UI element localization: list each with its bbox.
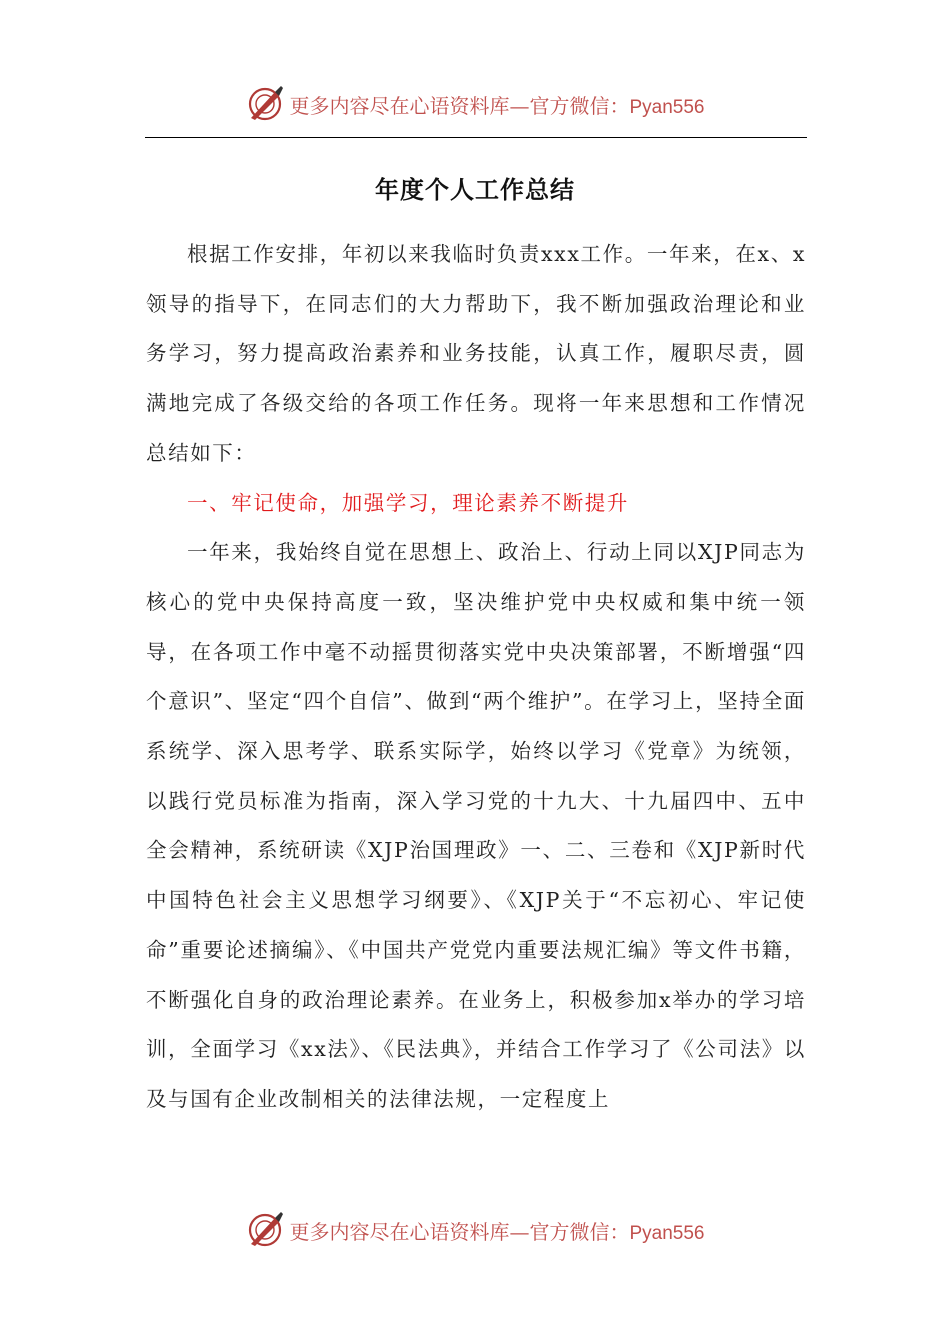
section-heading: 一、牢记使命，加强学习，理论素养不断提升 bbox=[187, 490, 629, 515]
banner-text: 更多内容尽在心语资料库—官方微信：Pyan556 bbox=[289, 1219, 705, 1244]
wechat-id: Pyan556 bbox=[629, 96, 705, 118]
document-title: 年度个人工作总结 bbox=[375, 176, 575, 204]
intro-paragraph: 根据工作安排，年初以来我临时负责xxx工作。一年来，在x、x领导的指导下，在同志们的大力帮助下，我不断加强政治理论和业务学习，努力提高政治素养和业务技能，认真工作，履职尽责，圆满地完成了各级交给的各项工作任务。现将一年来思想和工作情况总结如下： bbox=[146, 242, 806, 465]
pen-logo-icon bbox=[245, 1210, 285, 1250]
body-paragraph: 一年来，我始终自觉在思想上、政治上、行动上同以XJP同志为核心的党中央保持高度一致，坚决维护党中央权威和集中统一领导，在各项工作中毫不动摇贯彻落实党中央决策部署，不断增强“四个意识”、坚定“四个自信”、做到“两个维护”。在学习上，坚持全面系统学、深入思考学、联系实际学，始终以学习《党章》为统领，以践行党员标准为指南，深入学习党的十九大、十九届四中、五中全会精神，系统研读《XJP治国理政》一、二、三卷和《XJP新时代中国特色社会主义思想学习纲要》、《XJP关于“不忘初心、牢记使命”重要论述摘编》、《中国共产党党内重要法规汇编》等文件书籍，不断强化自身的政治理论素养。在业务上，积极参加x举办的学习培训，全面学习《xx法》、《民法典》，并结合工作学习了《公司法》以及与国有企业改制相关的法律法规，一定程度上 bbox=[146, 540, 806, 1111]
header-banner bbox=[0, 82, 950, 126]
banner-text: 更多内容尽在心语资料库—官方微信：Pyan556 bbox=[289, 93, 705, 118]
footer-banner bbox=[0, 1208, 950, 1252]
header-rule bbox=[145, 137, 807, 138]
document-body bbox=[146, 230, 806, 1125]
wechat-id: Pyan556 bbox=[629, 1222, 705, 1244]
pen-logo-icon bbox=[245, 84, 285, 124]
